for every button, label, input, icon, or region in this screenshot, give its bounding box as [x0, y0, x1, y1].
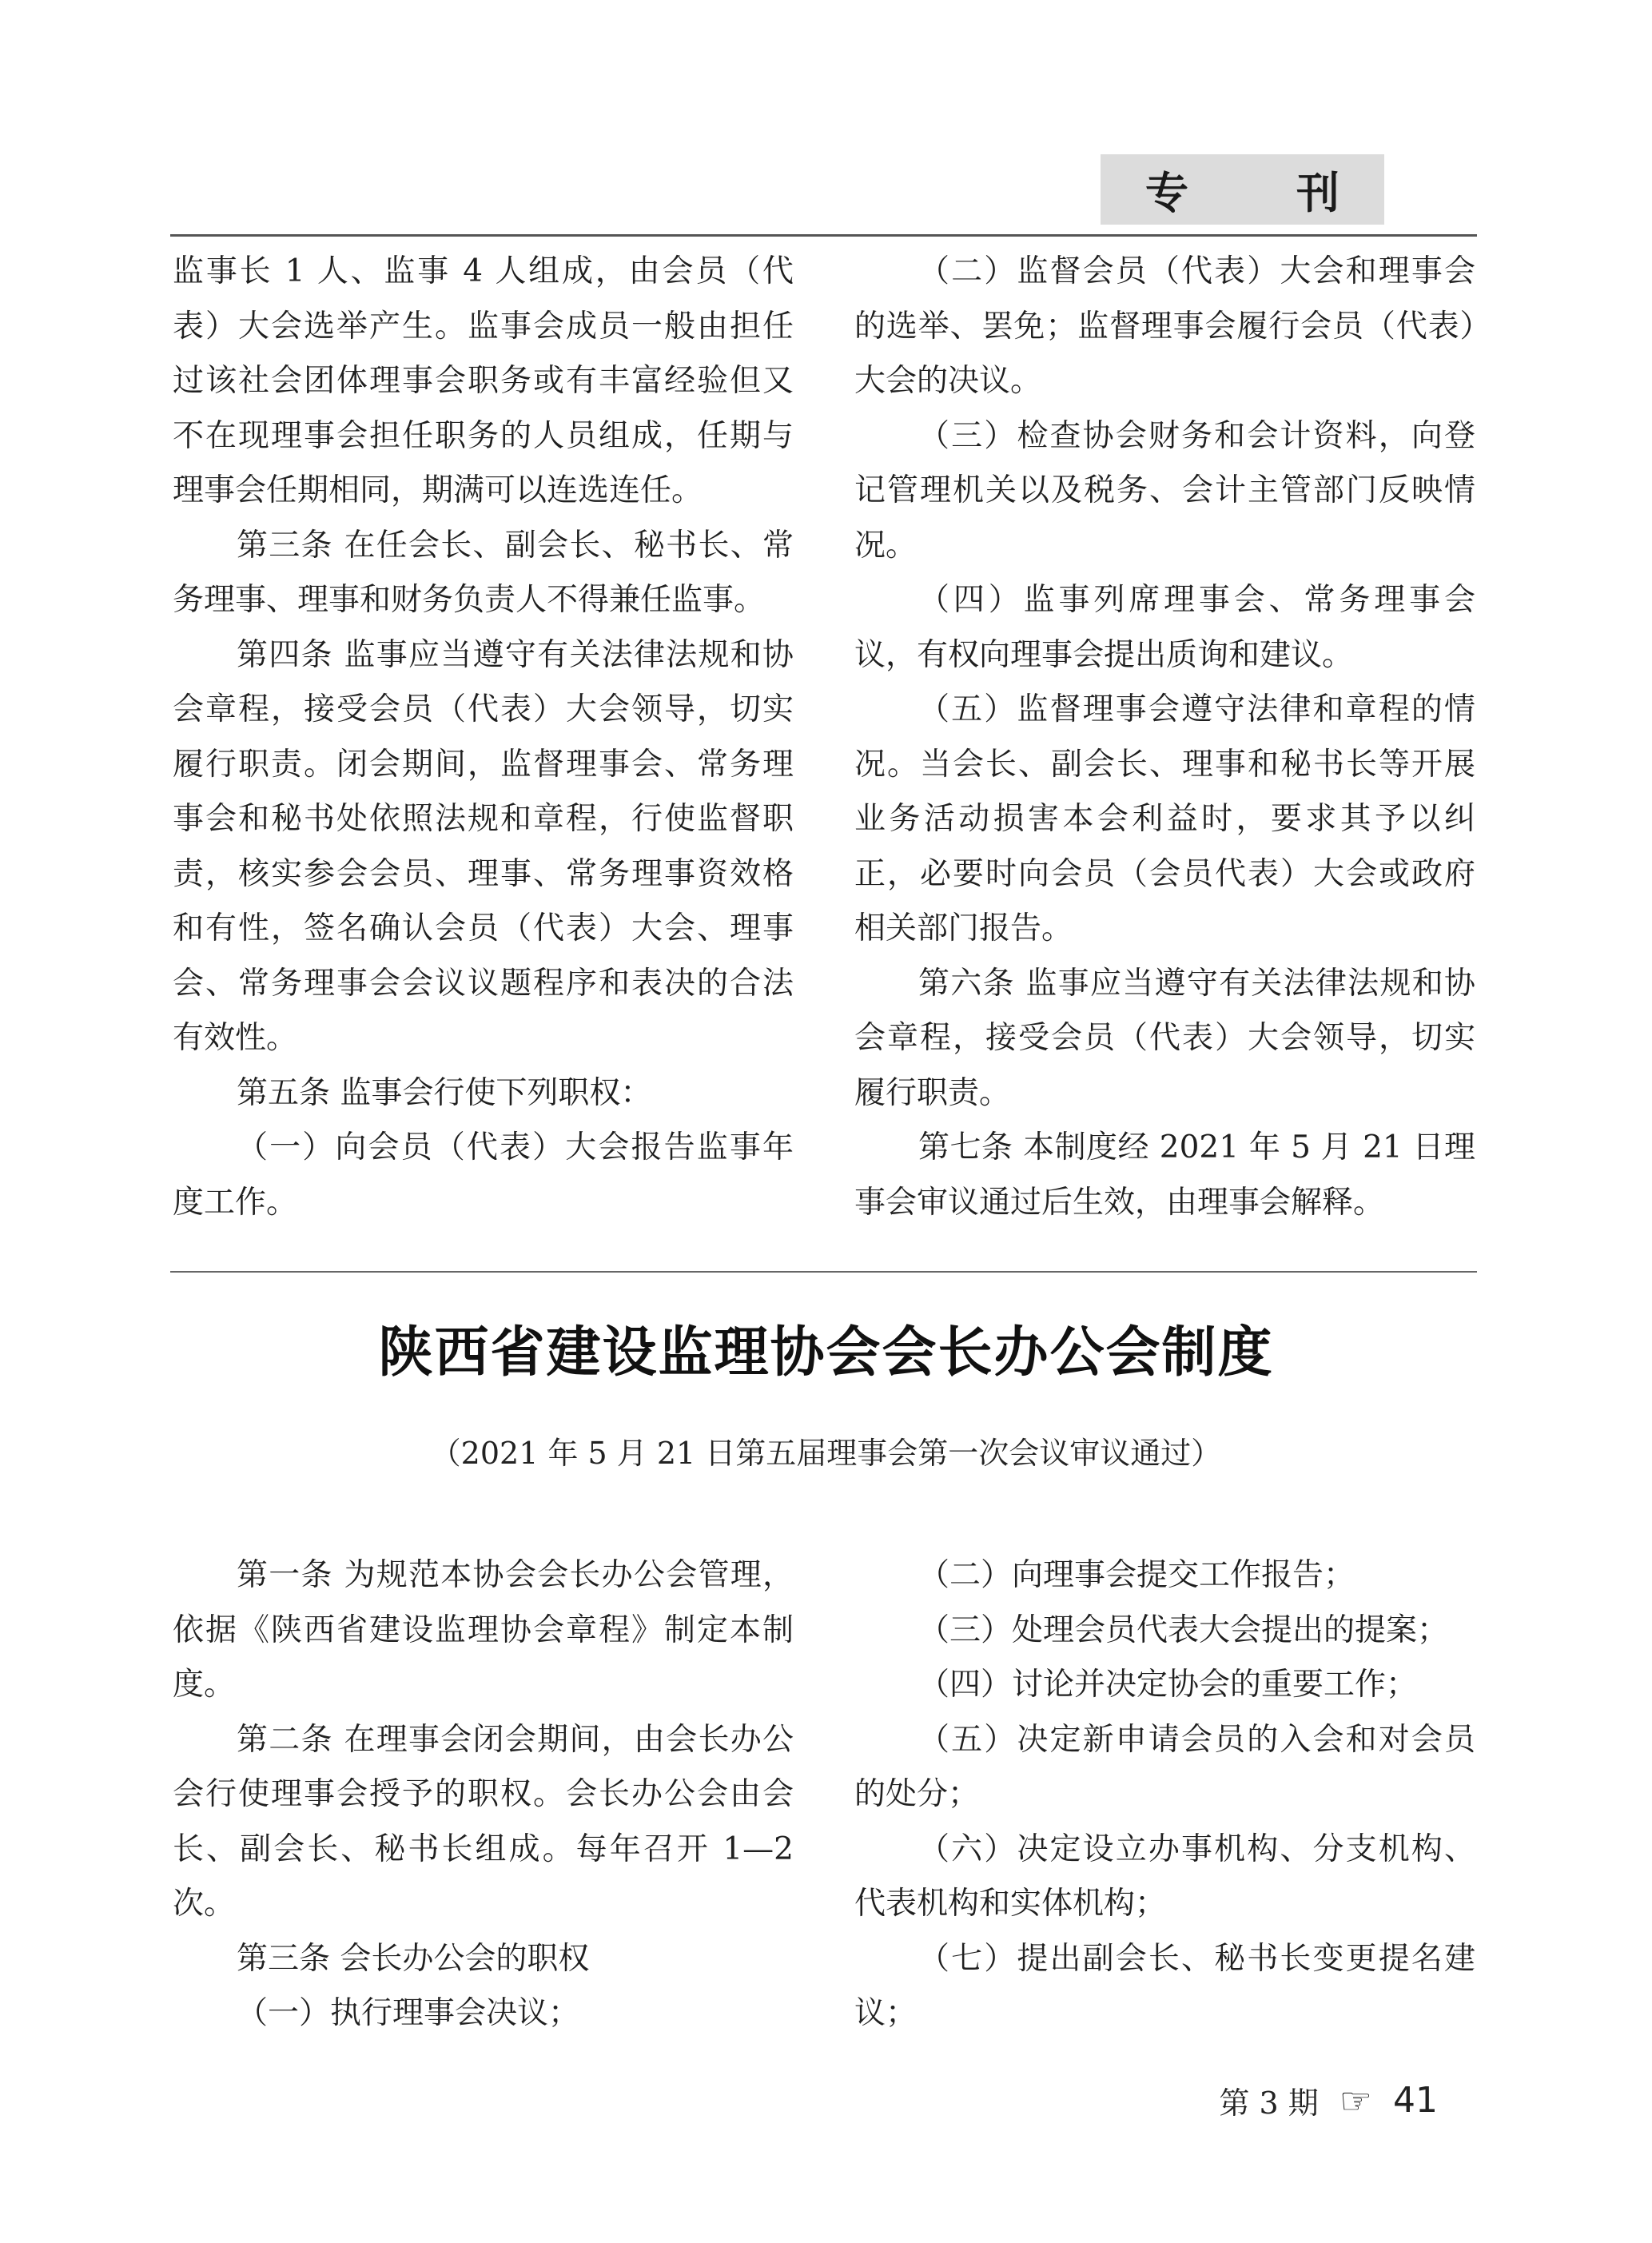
paragraph: 第五条 监事会行使下列职权：	[237, 1074, 652, 1111]
issue-label: 第 3 期	[1219, 2086, 1319, 2121]
paragraph: 第一条 为规范本协会会长办公会管理，依据《陕西省建设监理协会章程》制定本制度。	[173, 1557, 794, 1703]
paragraph: （六）决定设立办事机构、分支机构、代表机构和实体机构；	[854, 1831, 1475, 1922]
paragraph: （四）讨论并决定协会的重要工作；	[918, 1667, 1418, 1703]
paragraph: （五）监督理事会遵守法律和章程的情况。当会长、副会长、理事和秘书长等开展业务活动损害本会利益时，要求其予以纠正，必要时向会员（会员代表）大会或政府相关部门报告。	[854, 691, 1475, 946]
paragraph: （二）监督会员（代表）大会和理事会的选举、罢免；监督理事会履行会员（代表）大会的决议。	[854, 253, 1475, 399]
paragraph: 第四条 监事应当遵守有关法律法规和协会章程，接受会员（代表）大会领导，切实履行职责。闭会期间，监督理事会、常务理事会和秘书处依照法规和章程，行使监督职责，核实参会会员、理事、常务理事资效格和有性，签名确认会员（代表）大会、理事会、常务理事会会议议题程序和表决的合法有效性。	[173, 636, 794, 1056]
pointing-hand-icon: ☞	[1339, 2078, 1372, 2122]
paragraph: （二）向理事会提交工作报告；	[918, 1557, 1355, 1593]
paragraph: （四）监事列席理事会、常务理事会议，有权向理事会提出质询和建议。	[854, 582, 1475, 673]
paragraph: 第六条 监事应当遵守有关法律法规和协会章程，接受会员（代表）大会领导，切实履行职责。	[854, 965, 1475, 1111]
paragraph: 监事长 1 人、监事 4 人组成，由会员（代表）大会选举产生。监事会成员一般由担任过该社会团体理事会职务或有丰富经验但又不在现理事会担任职务的人员组成，任期与理事会任期相同，期满可以连选连任。	[173, 253, 794, 508]
paragraph: 第二条 在理事会闭会期间，由会长办公会行使理事会授予的职权。会长办公会由会长、副会长、秘书长组成。每年召开 1—2 次。	[173, 1721, 794, 1922]
section-tag	[1101, 154, 1447, 225]
paragraph: （一）执行理事会决议；	[237, 1995, 580, 2031]
top-left-column	[173, 245, 794, 1230]
paragraph: （五）决定新申请会员的入会和对会员的处分；	[854, 1721, 1475, 1812]
header-divider	[170, 234, 1477, 237]
top-right-column	[854, 245, 1475, 1230]
article-title: 陕西省建设监理协会会长办公会制度	[378, 1321, 1274, 1384]
section-divider	[170, 1271, 1477, 1273]
paragraph: （三）检查协会财务和会计资料，向登记管理机关以及税务、会计主管部门反映情况。	[854, 417, 1475, 564]
section-tag-label: 专刊	[1145, 167, 1447, 218]
article-left-column	[173, 1548, 794, 2042]
page-footer	[1219, 2078, 1438, 2122]
paragraph: 第七条 本制度经 2021 年 5 月 21 日理事会审议通过后生效，由理事会解释。	[854, 1129, 1475, 1221]
paragraph: 第三条 在任会长、副会长、秘书长、常务理事、理事和财务负责人不得兼任监事。	[173, 527, 794, 618]
paragraph: 第三条 会长办公会的职权	[237, 1940, 590, 1977]
paragraph: （一）向会员（代表）大会报告监事年度工作。	[173, 1129, 794, 1221]
paragraph: （七）提出副会长、秘书长变更提名建议；	[854, 1940, 1475, 2031]
page-number: 41	[1393, 2080, 1438, 2121]
paragraph: （三）处理会员代表大会提出的提案；	[918, 1612, 1449, 1648]
article-right-column	[854, 1548, 1475, 2042]
article-subtitle: （2021 年 5 月 21 日第五届理事会第一次会议审议通过）	[430, 1436, 1222, 1471]
